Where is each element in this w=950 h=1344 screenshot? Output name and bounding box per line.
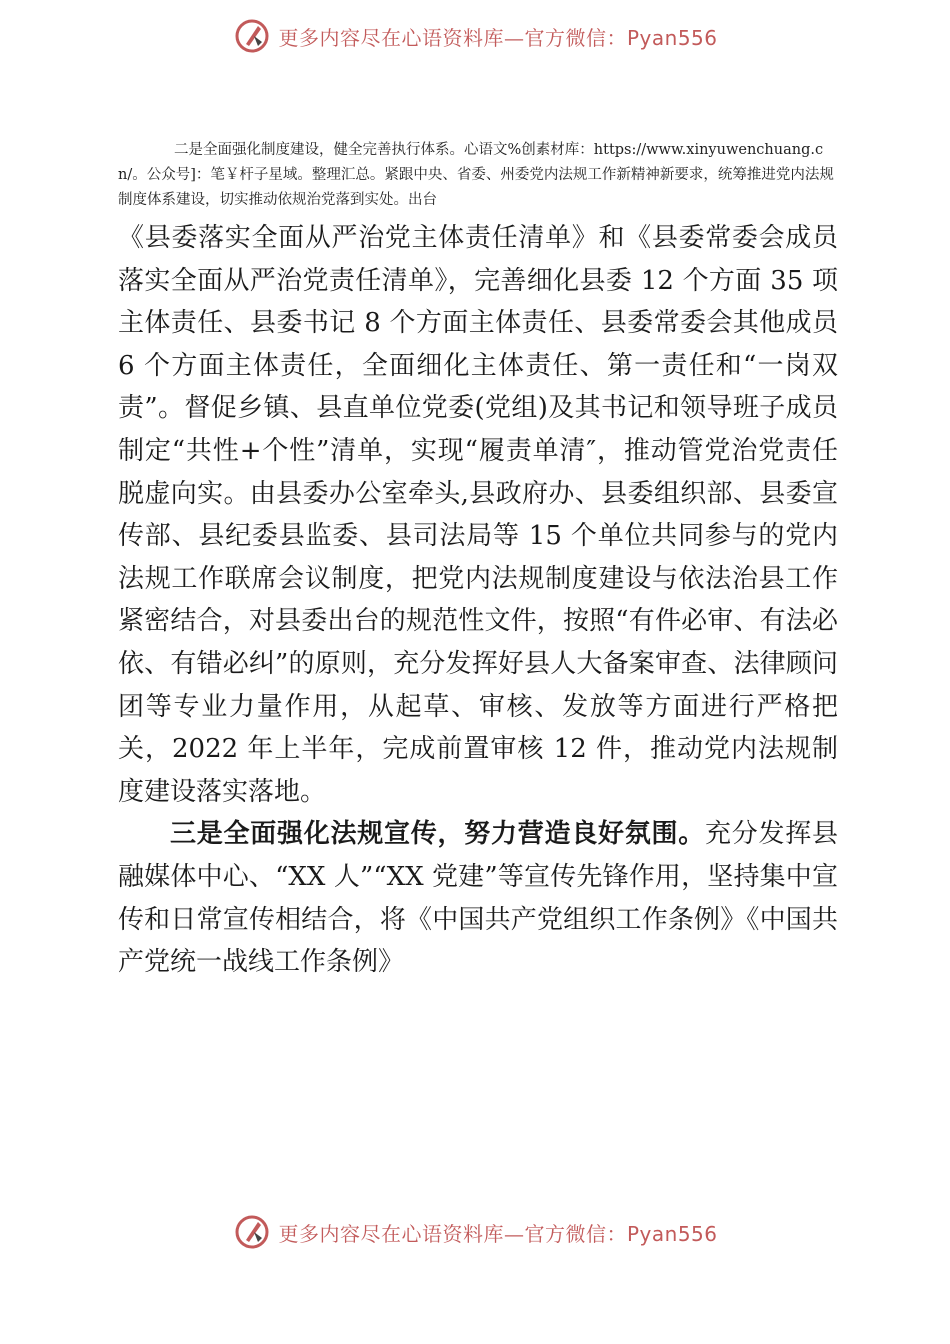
header-banner — [0, 14, 950, 58]
paragraph-2-lead: 三是全面强化法规宣传，努力营造良好氛围。 — [170, 819, 705, 850]
pen-nib-logo-icon — [232, 1212, 272, 1252]
document-body — [118, 138, 838, 984]
header-wechat-id: Pyan556 — [626, 25, 718, 50]
footer-banner — [0, 1210, 950, 1254]
paragraph-1: 《县委落实全面从严治党主体责任清单》和《县委常委会成员落实全面从严治党责任清单》，完善细化县委 12 个方面 35 项主体责任、县委书记 8 个方面主体责任、县委常委会其他成员 6 个方面主体责任，全面细化主体责任、第一责任和“一岗双责”。督促乡镇、县直单位党委(党组)及其书记和领导班子成员制定“共性+个性”清单，实现“履责单清″，推动管党治党责任脱虚向实。由县委办公室牵头,县政府办、县委组织部、县委宣传部、县纪委县监委、县司法局等 15 个单位共同参与的党内法规工作联席会议制度，把党内法规制度建设与依法治县工作紧密结合，对县委出台的规范性文件，按照“有件必审、有法必依、有错必纠”的原则，充分发挥好县人大备案审查、法律顾问团等专业力量作用，从起草、审核、发放等方面进行严格把关，2022 年上半年，完成前置审核 12 件，推动党内法规制度建设落实落地。 — [118, 223, 838, 807]
footer-banner-text: 更多内容尽在心语资料库—官方微信： — [278, 1221, 627, 1246]
small-paragraph: 二是全面强化制度建设，健全完善执行体系。心语文%创素材库：https://www.xinyuwenchuang.cn/。公众号]：笔￥杆子星域。整理汇总。紧跟中央、省委、州委党内法规工作新精神新要求，统筹推进党内法规制度体系建设，切实推动依规治党落到实处。出台 — [118, 142, 834, 208]
paragraph-2 — [118, 813, 838, 983]
header-banner-text: 更多内容尽在心语资料库—官方微信： — [278, 25, 627, 50]
pen-nib-logo-icon — [232, 16, 272, 56]
footer-wechat-id: Pyan556 — [626, 1221, 718, 1246]
paragraph-2-body: 充分发挥县融媒体中心、“XX 人”“XX 党建”等宣传先锋作用，坚持集中宣传和日常宣传相结合，将《中国共产党组织工作条例》《中国共产党统一战线工作条例》 — [118, 819, 838, 978]
